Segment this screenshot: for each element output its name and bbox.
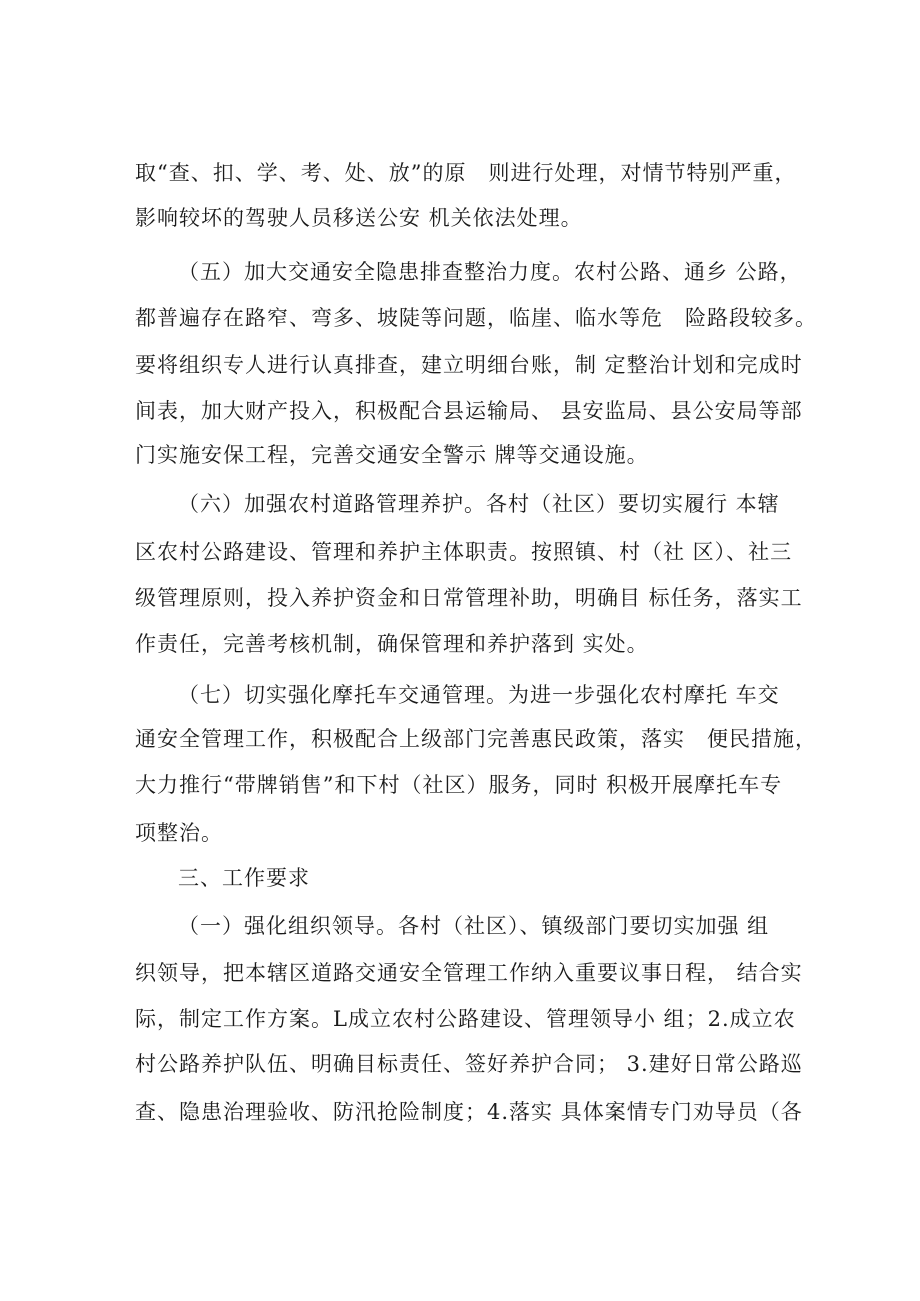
text-line: 级管理原则，投入养护资金和日常管理补助，明确目 标任务，落实工 [135,586,803,610]
paragraph-start-line: （七）切实强化摩托车交通管理。为进一步强化农村摩托 车交 [178,683,780,707]
paragraph-start-line: （一）强化组织领导。各村（社区）、镇级部门要切实加强 组 [178,914,770,938]
text-line: 区农村公路建设、管理和养护主体职责。按照镇、村（社 区）、社三 [135,540,793,564]
text-line: 项整治。 [135,821,223,845]
section-heading: 三、工作要求 [178,866,310,890]
paragraph-start-line: （六）加强农村道路管理养护。各村（社区）要切实履行 本辖 [178,492,780,516]
text-line: 织领导，把本辖区道路交通安全管理工作纳入重要议事日程， 结合实 [135,961,803,985]
text-line: 门实施安保工程，完善交通安全警示 牌等交通设施。 [135,443,649,467]
text-line: 影响较坏的驾驶人员移送公安 机关依法处理。 [135,206,583,230]
paragraph-start-line: （五）加大交通安全隐患排查整治力度。农村公路、通乡 公路， [178,260,802,284]
text-line: 作责任，完善考核机制，确保管理和养护落到 实处。 [135,632,649,656]
text-line: 查、隐患治理验收、防汛抢险制度；4.落实 具体案情专门劝导员（各 [135,1100,803,1124]
text-line: 际，制定工作方案。L成立农村公路建设、管理领导小 组；2.成立农 [135,1007,796,1031]
text-line: 都普遍存在路窄、弯多、坡陡等问题，临崖、临水等危 险路段较多。 [135,306,817,330]
text-line: 间表，加大财产投入，积极配合县运输局、 县安监局、县公安局等部 [135,399,803,423]
text-line: 大力推行“带牌销售”和下村（社区）服务，同时 积极开展摩托车专 [135,773,783,797]
text-line: 取“查、扣、学、考、处、放”的原 则进行处理，对情节特别严重， [135,161,797,185]
text-line: 要将组织专人进行认真排查，建立明细台账，制 定整治计划和完成时 [135,353,803,377]
text-line: 通安全管理工作，积极配合上级部门完善惠民政策，落实 便民措施， [135,727,817,751]
text-line: 村公路养护队伍、明确目标责任、签好养护合同； 3.建好日常公路巡 [135,1052,803,1076]
